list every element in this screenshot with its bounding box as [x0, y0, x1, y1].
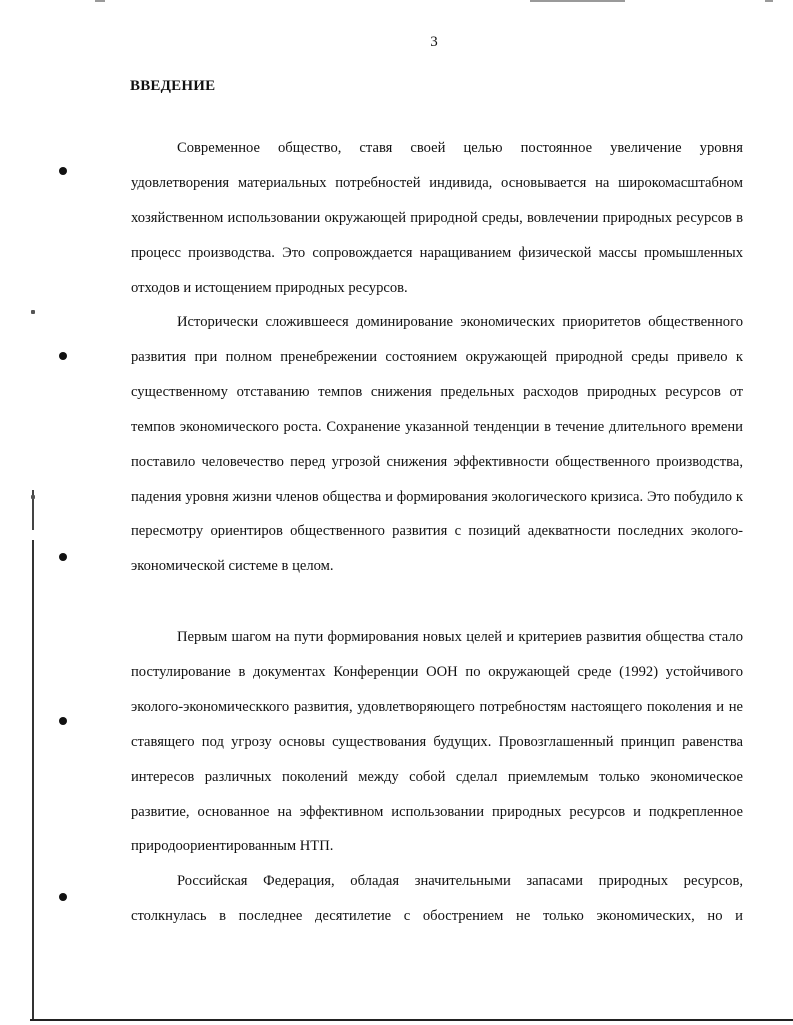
paragraph-1 [131, 131, 743, 306]
punch-hole-mark [59, 553, 67, 561]
paragraph-text: Первым шагом на пути формирования новых целей и критериев развития общества стало постулирование в документах Конференции ООН по окружающей среде (1992) устойчивого эколого-экономическкого развития, удовлетворяющего потребностям настоящего поколения и не ставящего под угрозу основы существования будущих. Провозглашенный принцип равенства интересов различных поколений между собой сделал приемлемым только экономическое развитие, основанное на эффективном использовании природных ресурсов и подкрепленное природоориентированным НТП. [131, 629, 743, 855]
scan-artifact [31, 310, 35, 314]
page-number: 3 [430, 34, 438, 50]
page-bottom-edge [30, 1019, 793, 1021]
scan-artifact [530, 0, 625, 2]
paragraph-2 [131, 305, 743, 584]
punch-hole-mark [59, 717, 67, 725]
punch-hole-mark [59, 352, 67, 360]
paragraph-text: Исторически сложившееся доминирование экономических приоритетов общественного развития при полном пренебрежении состоянием окружающей природной среды привело к существенному отставанию темпов снижения предельных расходов природных ресурсов от темпов экономического роста. Сохранение указанной тенденции в течение длительного времени поставило человечество перед угрозой снижения эффективности общественного производства, падения уровня жизни членов общества и формирования экологического кризиса. Это побудило к пересмотру ориентиров общественного развития с позиций адекватности последних эколого-экономической системе в целом. [131, 314, 743, 575]
paragraph-4 [131, 864, 743, 934]
section-heading: ВВЕДЕНИЕ [130, 78, 216, 94]
paragraph-text: Российская Федерация, обладая значительными запасами природных ресурсов, столкнулась в последнее десятилетие с обострением не только экономических, но и [131, 873, 743, 924]
paragraph-3 [131, 620, 743, 864]
punch-hole-mark [59, 167, 67, 175]
scan-artifact [765, 0, 773, 2]
paragraph-text: Современное общество, ставя своей целью постоянное увеличение уровня удовлетворения материальных потребностей индивида, основывается на широкомасштабном хозяйственном использовании окружающей природной среды, вовлечении природных ресурсов в процесс производства. Это сопровождается наращиванием физической массы промышленных отходов и истощением природных ресурсов. [131, 140, 743, 296]
page-edge-mark [32, 540, 34, 1020]
scan-artifact [95, 0, 105, 2]
scan-artifact [31, 495, 35, 499]
punch-hole-mark [59, 893, 67, 901]
